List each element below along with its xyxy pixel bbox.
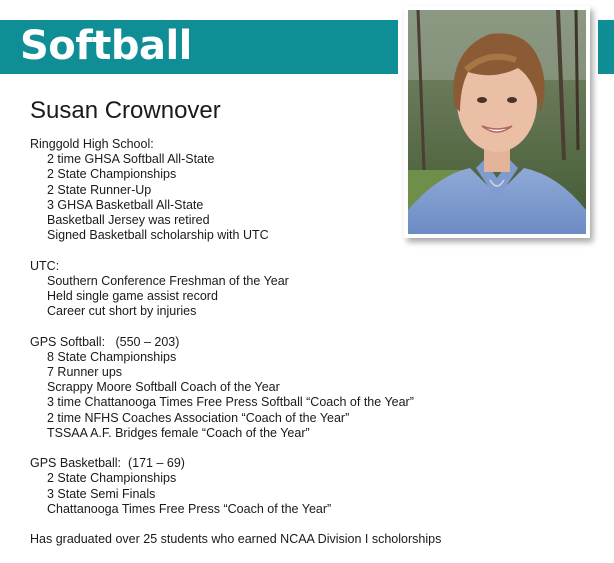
list-item: Scrappy Moore Softball Coach of the Year <box>47 380 280 395</box>
list-item: Career cut short by injuries <box>47 304 197 319</box>
list-item: Southern Conference Freshman of the Year <box>47 273 289 288</box>
section-gps-basketball <box>30 456 470 517</box>
page-title: Softball <box>20 23 192 69</box>
list-item: 3 GHSA Basketball All-State <box>47 197 204 212</box>
footer-note: Has graduated over 25 students who earned NCAA Division I scholorships <box>30 532 442 547</box>
section-heading: UTC: <box>30 258 60 273</box>
portrait-photo <box>408 10 586 234</box>
section-heading: Ringgold High School: <box>30 137 154 151</box>
spacer <box>30 517 470 532</box>
list-item: 2 State Championships <box>47 471 177 486</box>
portrait-illustration <box>408 10 586 234</box>
list-item: 2 time NFHS Coaches Association “Coach of the Year” <box>47 410 350 425</box>
list-item: Held single game assist record <box>47 289 218 304</box>
person-name: Susan Crownover <box>30 97 221 124</box>
list-item: 7 Runner ups <box>47 365 123 380</box>
list-item: Signed Basketball scholarship with UTC <box>47 228 269 243</box>
list-item: 3 time Chattanooga Times Free Press Softball “Coach of the Year” <box>47 395 414 410</box>
list-item: Chattanooga Times Free Press “Coach of the Year” <box>47 501 332 516</box>
spacer <box>30 243 470 258</box>
list-item: Basketball Jersey was retired <box>47 213 210 228</box>
title-banner-extension <box>598 20 614 74</box>
section-utc <box>30 259 470 320</box>
section-heading: GPS Basketball: (171 – 69) <box>30 456 185 471</box>
list-item: 2 State Championships <box>47 167 177 182</box>
list-item: 2 time GHSA Softball All-State <box>47 152 215 167</box>
spacer <box>30 319 470 334</box>
list-item: 2 State Runner-Up <box>47 182 152 197</box>
spacer <box>30 441 470 456</box>
section-gps-softball <box>30 335 470 441</box>
list-item: 8 State Championships <box>47 349 177 364</box>
list-item: 3 State Semi Finals <box>47 486 156 501</box>
section-heading: GPS Softball: (550 – 203) <box>30 334 180 349</box>
list-item: TSSAA A.F. Bridges female “Coach of the Year” <box>47 425 310 440</box>
